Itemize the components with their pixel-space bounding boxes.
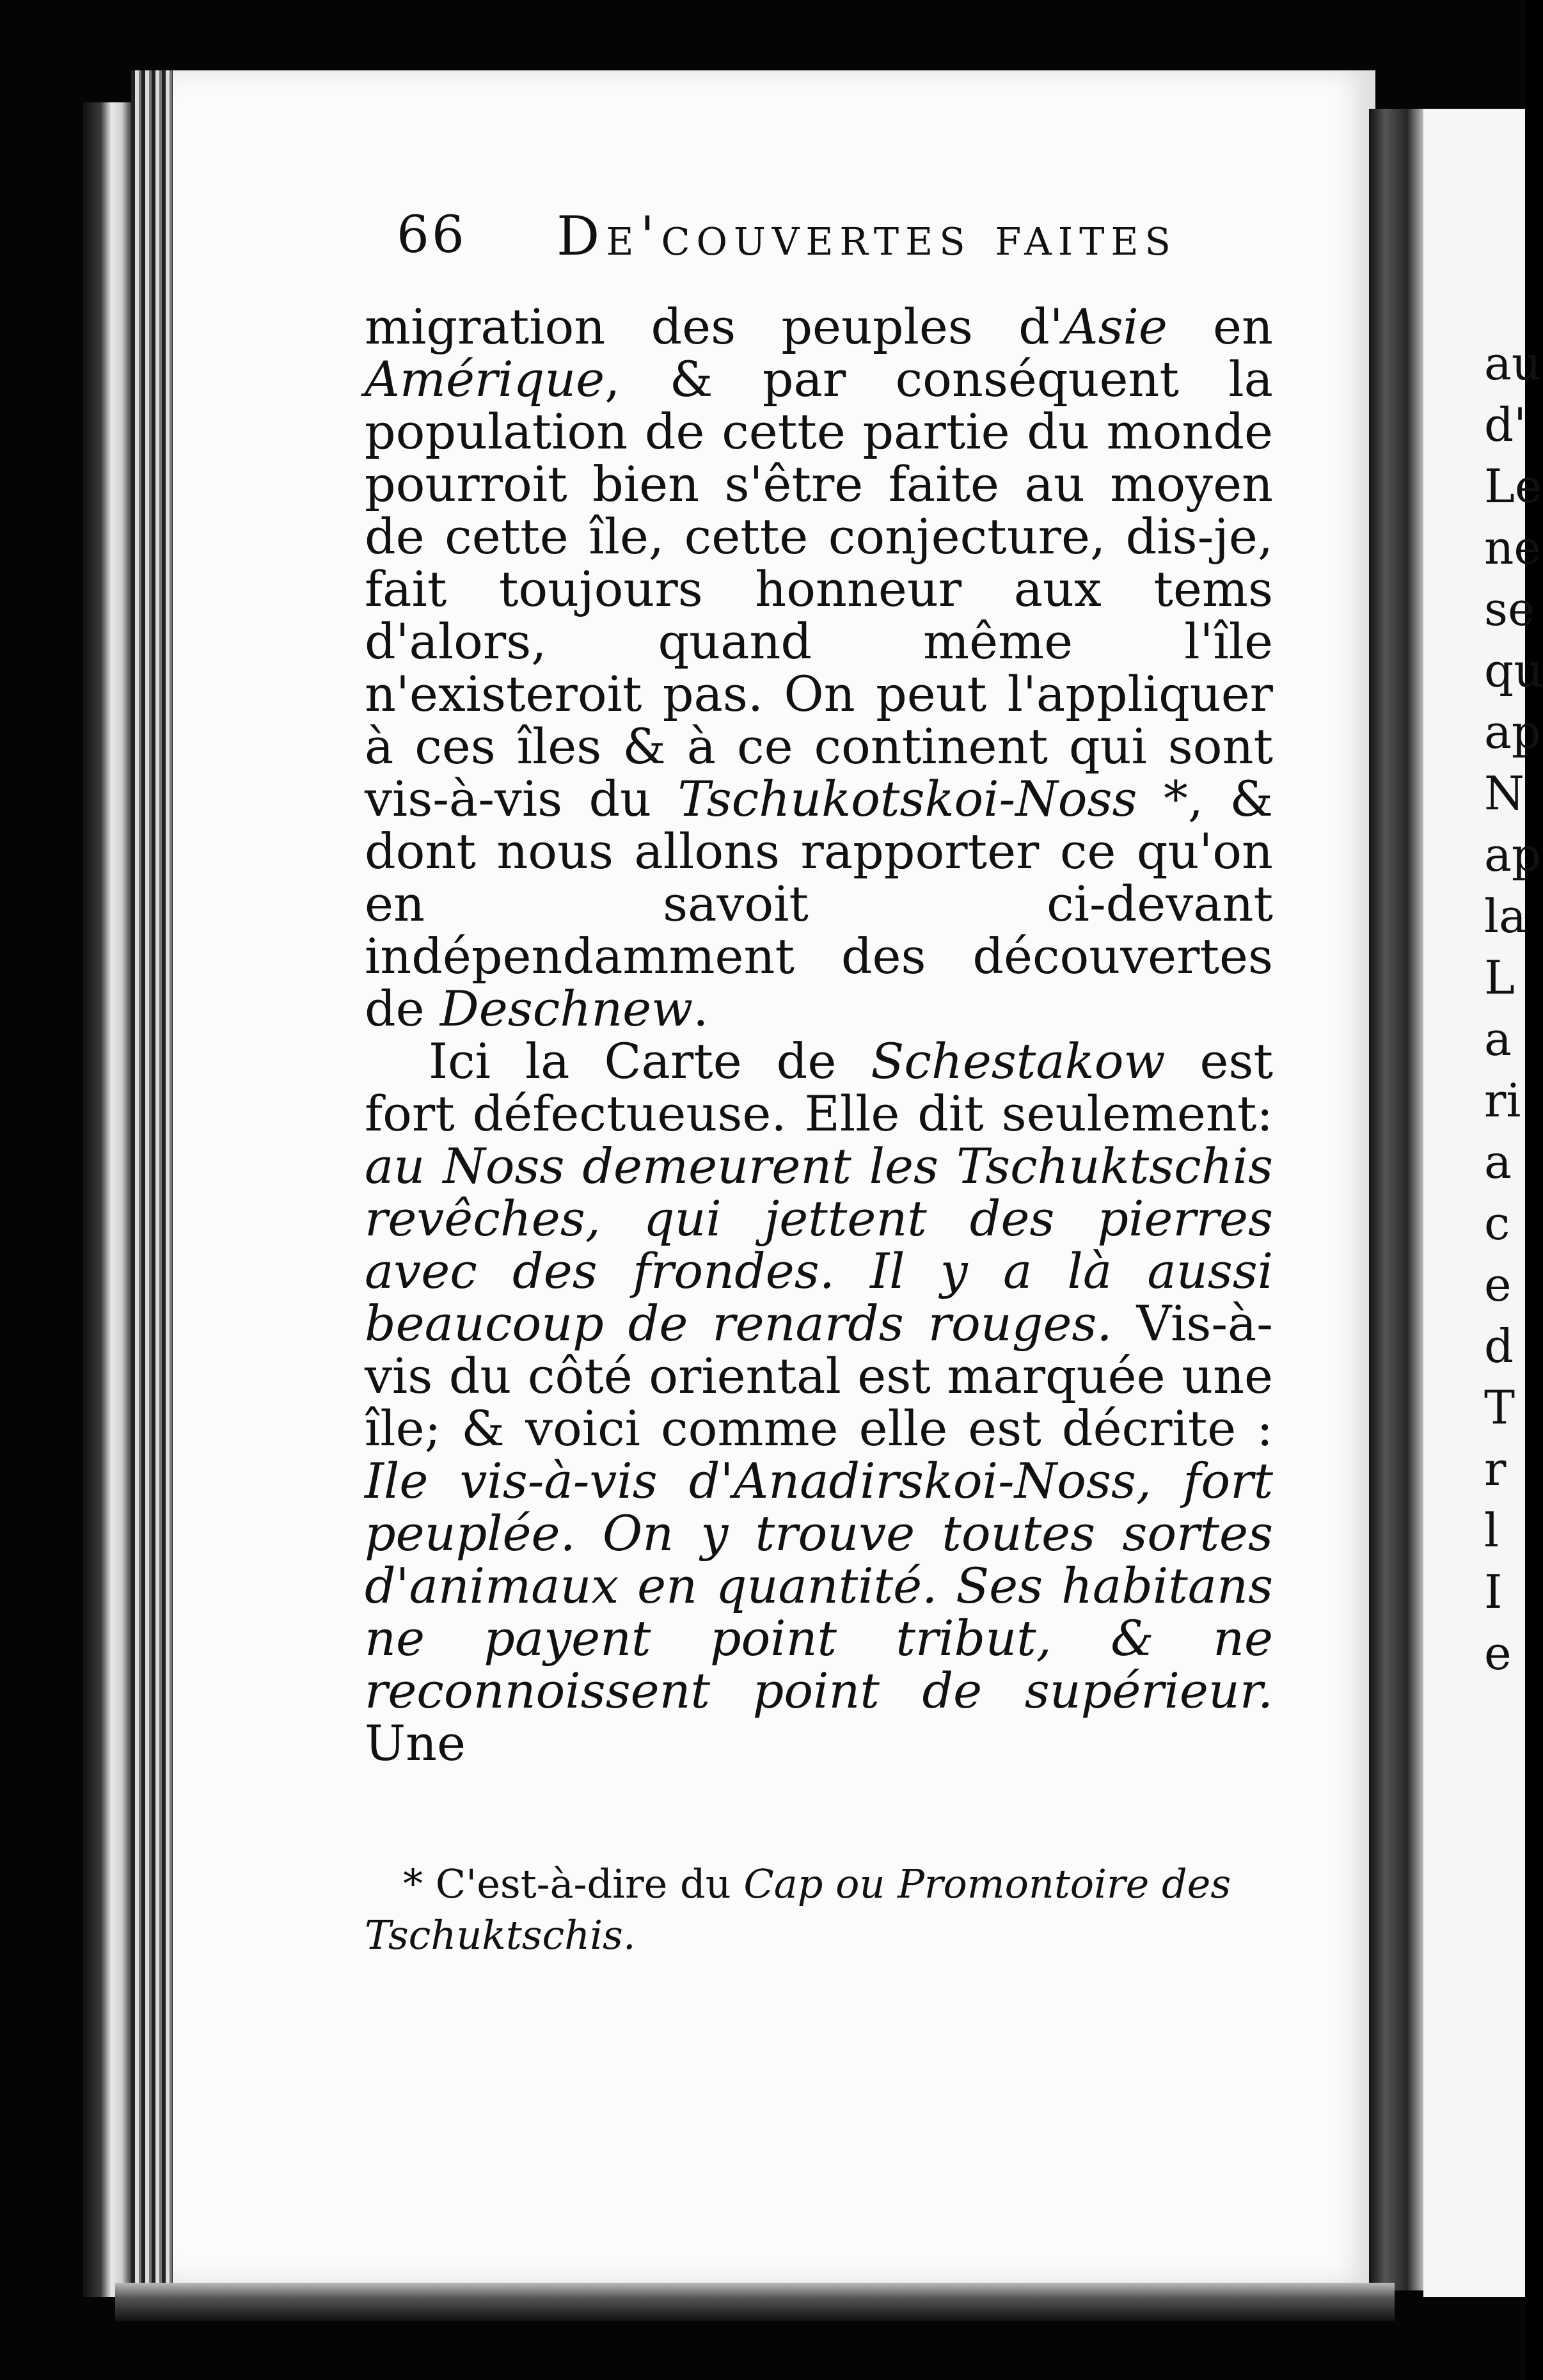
italic-map-quote-2: Ile vis-à-vis d'Anadirskoi-Noss, fort peuplée. On y trouve toutes sortes d'animaux en quantité. Ses habitans ne payent point tribut, & ne reconnoissent point de supérieur. (365, 1452, 1273, 1719)
footnote-italic: Cap ou Promontoire des Tschuktschis. (365, 1860, 1231, 1958)
facing-page-fragment: l (1484, 1503, 1499, 1557)
paragraph-1 (365, 298, 1274, 1037)
facing-page-fragment: a (1484, 1012, 1512, 1066)
facing-page-fragment: c (1484, 1196, 1510, 1250)
italic-tschukotskoi-noss: Tschukotskoi-Noss (677, 770, 1137, 827)
facing-page-fragment: d (1484, 1319, 1514, 1373)
facing-page-fragment: r (1484, 1442, 1507, 1496)
facing-page-fragment: au (1484, 337, 1542, 390)
text-run: Ici la Carte de (429, 1033, 871, 1090)
facing-page-fragment: d' (1484, 398, 1526, 452)
paragraph-2 (365, 1035, 1273, 1770)
text-run: en (1167, 298, 1273, 355)
facing-page-fragment: qu (1484, 644, 1543, 697)
italic-asie: Asie (1063, 298, 1167, 355)
book-gutter (1369, 109, 1423, 2290)
page-number: 66 (397, 205, 467, 264)
italic-schestakow: Schestakow (871, 1033, 1166, 1090)
running-title: De'couvertes faites (557, 205, 1177, 267)
text-run: *, & dont nous allons rapporter ce qu'on en savoit ci-devant indépendamment des découvertes de (365, 770, 1274, 1037)
facing-page-fragment: ap (1484, 705, 1542, 759)
facing-page-fragment: T (1484, 1381, 1515, 1434)
footnote (365, 1859, 1273, 1961)
italic-map-quote-1: au Noss demeurent les Tschuktschis revêches, qui jettent des pierres avec des frondes. Il y a là aussi beaucoup de renards rouges. (365, 1138, 1273, 1352)
italic-amerique: Amérique (365, 351, 605, 408)
facing-page-fragment: a (1484, 1135, 1512, 1189)
facing-page-fragment: Le (1484, 459, 1542, 513)
facing-page-fragment: I (1484, 1565, 1503, 1619)
text-run: , & par conséquent la population de cette partie du monde pourroit bien s'être faite au moyen de cette île, cette conjecture, dis-je, fait toujours honneur aux tems d'alors, quand même l'île n'existeroit pas. On peut l'appliquer à ces îles & à ce continent qui sont vis-à-vis du (365, 351, 1273, 827)
text-run: migration des peuples d' (365, 298, 1063, 355)
footnote-text: * C'est-à-dire du (403, 1860, 744, 1907)
facing-page-fragment: L (1484, 951, 1515, 1004)
text-run: . (693, 980, 709, 1037)
facing-page-fragment: ap (1484, 828, 1542, 882)
facing-page-fragment: e (1484, 1258, 1512, 1312)
facing-page-fragment: ri (1484, 1074, 1521, 1127)
book-page-stack (131, 70, 176, 2297)
running-header (397, 192, 1228, 282)
facing-page-fragment: se (1484, 582, 1535, 636)
text-run: Une (365, 1715, 466, 1772)
facing-page-fragment: ne (1484, 521, 1541, 575)
text-run: est fort défectueuse. Elle dit seulement: (365, 1033, 1273, 1142)
book-bottom-edge (115, 2283, 1395, 2321)
page-body (365, 298, 1274, 1772)
facing-page-fragment: N (1484, 766, 1524, 820)
facing-page-fragment: e (1484, 1626, 1512, 1680)
facing-page-fragment: la (1484, 889, 1526, 943)
text-run: Vis-à-vis du côté oriental est marquée une île; & voici comme elle est décrite : (365, 1295, 1273, 1457)
facing-page-text-fragments (1484, 333, 1543, 1684)
italic-deschnew: Deschnew (439, 980, 693, 1037)
